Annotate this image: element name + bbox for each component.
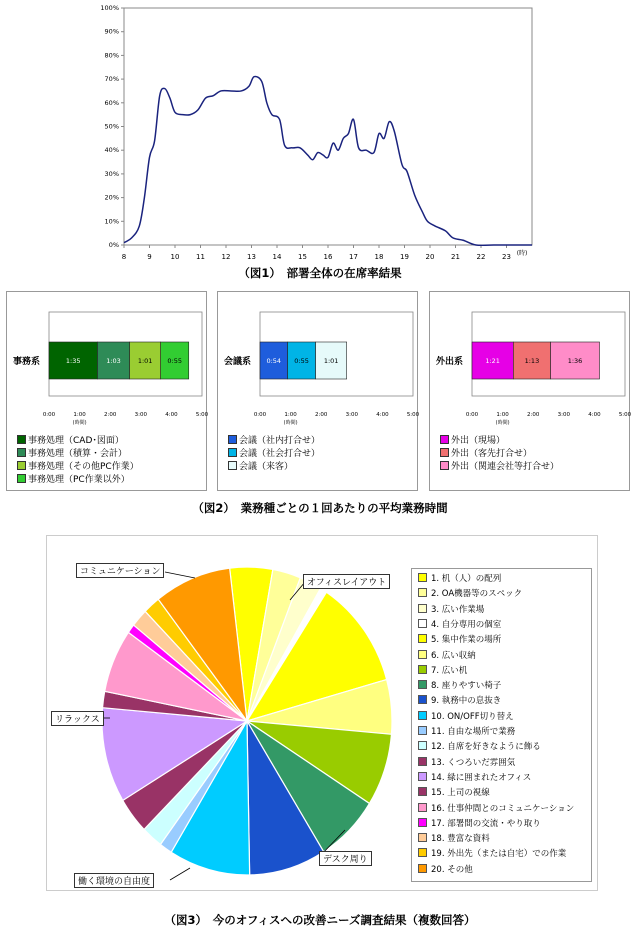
pie-legend-item [418, 863, 473, 875]
legend-swatch [228, 435, 237, 444]
legend-label: 事務処理（その他PC作業） [28, 462, 139, 472]
pie-legend-item [418, 756, 515, 768]
x-tick-label: 20 [425, 253, 435, 261]
legend-swatch [418, 772, 427, 781]
callout-work-freedom: 働く環境の自由度 [74, 873, 154, 888]
pie-legend-item [418, 740, 541, 752]
y-tick-label: 100% [100, 4, 119, 12]
figure-2-caption: （図2） 業務種ごとの１回あたりの平均業務時間 [192, 501, 448, 515]
pie-legend-item [418, 710, 514, 722]
legend-item [440, 459, 559, 472]
legend-item [17, 433, 124, 446]
legend-swatch [418, 803, 427, 812]
x-tick-label: 5:00 [406, 412, 420, 418]
x-tick-label: 9 [147, 253, 152, 261]
legend-swatch [17, 448, 26, 457]
y-tick-label: 90% [104, 27, 119, 36]
legend-swatch [418, 818, 427, 827]
x-tick-label: 4:00 [376, 412, 389, 418]
x-tick-label: 18 [374, 253, 384, 261]
legend-label: 13. くつろいだ雰囲気 [431, 757, 516, 768]
y-tick-label: 50% [104, 122, 119, 131]
legend-label: 12. 自席を好きなように飾る [431, 742, 541, 753]
legend-swatch [440, 448, 449, 457]
legend-swatch [17, 461, 26, 470]
legend-swatch [418, 619, 427, 628]
figure-3-caption: （図3） 今のオフィスへの改善ニーズ調査結果（複数回答） [164, 913, 476, 927]
legend-label: 4. 自分専用の個室 [431, 619, 502, 630]
panel-office-work [6, 291, 207, 491]
x-axis-unit: (時間) [495, 420, 510, 426]
pie-legend [411, 568, 592, 882]
panel-meetings [217, 291, 418, 491]
x-tick-label: 3:00 [345, 412, 358, 418]
legend-swatch [440, 435, 449, 444]
legend-item [228, 433, 320, 446]
callout-desk-area: デスク周り [319, 851, 372, 866]
legend-swatch [228, 461, 237, 470]
y-tick-label: 70% [104, 75, 119, 84]
legend-swatch [418, 864, 427, 873]
legend-label: 5. 集中作業の場所 [431, 635, 502, 646]
pie-legend-item [418, 649, 476, 661]
legend-swatch [418, 604, 427, 613]
legend-label: 外出（現場） [451, 436, 506, 446]
legend-label: 会議（社内打合せ） [239, 436, 321, 446]
legend-item [228, 459, 293, 472]
callout-communication: コミュニケーション [76, 563, 164, 578]
bar-value-label: 1:01 [137, 357, 153, 365]
x-tick-label: 1:00 [496, 412, 509, 418]
legend-label: 会議（来客） [239, 462, 294, 472]
legend-swatch [418, 833, 427, 842]
x-tick-label: 0:00 [465, 412, 479, 418]
y-tick-label: 30% [104, 169, 119, 178]
y-tick-label: 20% [104, 193, 119, 202]
legend-swatch [418, 650, 427, 659]
legend-swatch [17, 435, 26, 444]
pie-legend-item [418, 725, 515, 737]
legend-label: 15. 上司の視線 [431, 788, 490, 799]
legend-label: 6. 広い収納 [431, 650, 476, 661]
legend-label: 18. 豊富な資料 [431, 834, 490, 845]
panel-label: 会議系 [224, 357, 252, 367]
x-tick-label: 3:00 [134, 412, 147, 418]
pie-legend-item [418, 679, 501, 691]
legend-label: 事務処理（積算・会計） [28, 449, 128, 459]
legend-label: 2. OA機器等のスペック [431, 589, 523, 600]
legend-label: 8. 座りやすい椅子 [431, 681, 502, 692]
legend-swatch [418, 665, 427, 674]
bar-value-label: 0:55 [167, 357, 183, 365]
legend-item [440, 446, 532, 459]
pie-legend-item [418, 802, 574, 814]
y-tick-label: 0% [108, 241, 119, 249]
legend-label: 会議（社会打合せ） [239, 449, 321, 459]
legend-label: 17. 部署間の交流・やり取り [431, 818, 541, 829]
legend-swatch [418, 634, 427, 643]
pie-legend-item [418, 786, 490, 798]
occupancy-series-line [124, 77, 532, 246]
x-tick-label: 23 [502, 253, 511, 261]
legend-swatch [418, 726, 427, 735]
x-tick-label: 16 [323, 253, 333, 261]
bar-value-label: 1:36 [567, 357, 583, 365]
x-tick-label: 21 [451, 253, 460, 261]
legend-label: 10. ON/OFF切り替え [431, 711, 514, 722]
pie-legend-item [418, 847, 566, 859]
legend-item [17, 459, 139, 472]
x-tick-label: 3:00 [557, 412, 570, 418]
legend-swatch [418, 787, 427, 796]
x-tick-label: 15 [298, 253, 307, 261]
legend-swatch [228, 448, 237, 457]
bar-value-label: 0:55 [294, 357, 309, 365]
legend-item [17, 472, 130, 485]
legend-swatch [418, 711, 427, 720]
pie-legend-item [418, 817, 541, 829]
panel-label: 事務系 [13, 357, 41, 367]
legend-label: 外出（関連会社等打合せ） [451, 462, 560, 472]
x-tick-label: 11 [196, 253, 205, 261]
legend-label: 外出（客先打合せ） [451, 449, 533, 459]
legend-label: 9. 執務中の息抜き [431, 696, 502, 707]
callout-relax: リラックス [51, 711, 104, 726]
occupancy-line-chart [0, 0, 640, 270]
callout-leader-line [170, 868, 190, 880]
y-tick-label: 60% [104, 98, 119, 107]
x-tick-label: 17 [349, 253, 358, 261]
legend-label: 7. 広い机 [431, 665, 468, 676]
callout-leader-line [165, 572, 195, 578]
legend-swatch [17, 474, 26, 483]
pie-legend-item [418, 603, 484, 615]
legend-swatch [418, 680, 427, 689]
x-tick-label: 19 [400, 253, 409, 261]
x-tick-label: 5:00 [618, 412, 632, 418]
legend-swatch [418, 741, 427, 750]
x-tick-label: 4:00 [588, 412, 601, 418]
legend-item [440, 433, 505, 446]
x-tick-label: 0:00 [42, 412, 56, 418]
x-tick-label: 0:00 [253, 412, 267, 418]
x-tick-label: 14 [272, 253, 282, 261]
legend-label: 16. 仕事仲間とのコミュニケーション [431, 803, 575, 814]
y-tick-label: 80% [104, 51, 119, 60]
x-tick-label: 12 [221, 253, 231, 261]
panel-outings [429, 291, 630, 491]
legend-swatch [418, 695, 427, 704]
bar-value-label: 1:01 [323, 357, 339, 365]
panel-label: 外出系 [436, 357, 464, 367]
legend-label: 事務処理（CAD･図面） [28, 436, 124, 446]
pie-legend-item [418, 771, 531, 783]
pie-legend-item [418, 587, 522, 599]
pie-legend-item [418, 832, 490, 844]
bar-value-label: 1:13 [524, 357, 540, 365]
legend-label: 3. 広い作業場 [431, 604, 485, 615]
x-tick-label: 13 [247, 253, 256, 261]
legend-swatch [418, 848, 427, 857]
x-tick-label: 5:00 [195, 412, 209, 418]
pie-legend-item [418, 618, 501, 630]
x-tick-label: 2:00 [315, 412, 328, 418]
pie-legend-item [418, 664, 467, 676]
bar-value-label: 1:35 [65, 357, 81, 365]
legend-label: 事務処理（PC作業以外） [28, 475, 130, 485]
callout-office-layout: オフィスレイアウト [303, 574, 390, 589]
legend-swatch [418, 573, 427, 582]
x-axis-unit: (時間) [72, 420, 87, 426]
x-tick-label: 1:00 [73, 412, 86, 418]
legend-item [17, 446, 127, 459]
legend-label: 1. 机（人）の配列 [431, 574, 502, 584]
x-tick-label: 8 [121, 253, 127, 261]
x-axis-unit: (時間) [283, 420, 298, 426]
x-tick-label: 22 [476, 253, 486, 261]
x-tick-label: 2:00 [104, 412, 117, 418]
legend-swatch [418, 588, 427, 597]
x-tick-label: 1:00 [284, 412, 297, 418]
legend-label: 19. 外出先（または自宅）での作業 [431, 849, 567, 860]
y-tick-label: 10% [104, 217, 119, 226]
pie-legend-item [418, 633, 501, 645]
y-tick-label: 40% [104, 146, 119, 155]
pie-legend-item [418, 572, 501, 584]
bar-value-label: 1:03 [106, 357, 121, 365]
legend-label: 20. その他 [431, 864, 473, 875]
x-tick-label: 4:00 [165, 412, 178, 418]
bar-value-label: 0:54 [266, 357, 282, 365]
figure-1-caption: （図1） 部署全体の在席率結果 [238, 266, 402, 280]
legend-item [228, 446, 320, 459]
bar-value-label: 1:21 [485, 357, 500, 365]
legend-swatch [418, 757, 427, 766]
x-tick-label: 2:00 [527, 412, 540, 418]
legend-label: 11. 自由な場所で業務 [431, 727, 516, 737]
x-axis-unit: (時) [516, 250, 528, 257]
pie-legend-item [418, 694, 501, 706]
x-tick-label: 10 [170, 253, 180, 261]
plot-area-frame [124, 8, 532, 245]
legend-label: 14. 緑に囲まれたオフィス [431, 772, 532, 783]
legend-swatch [440, 461, 449, 470]
